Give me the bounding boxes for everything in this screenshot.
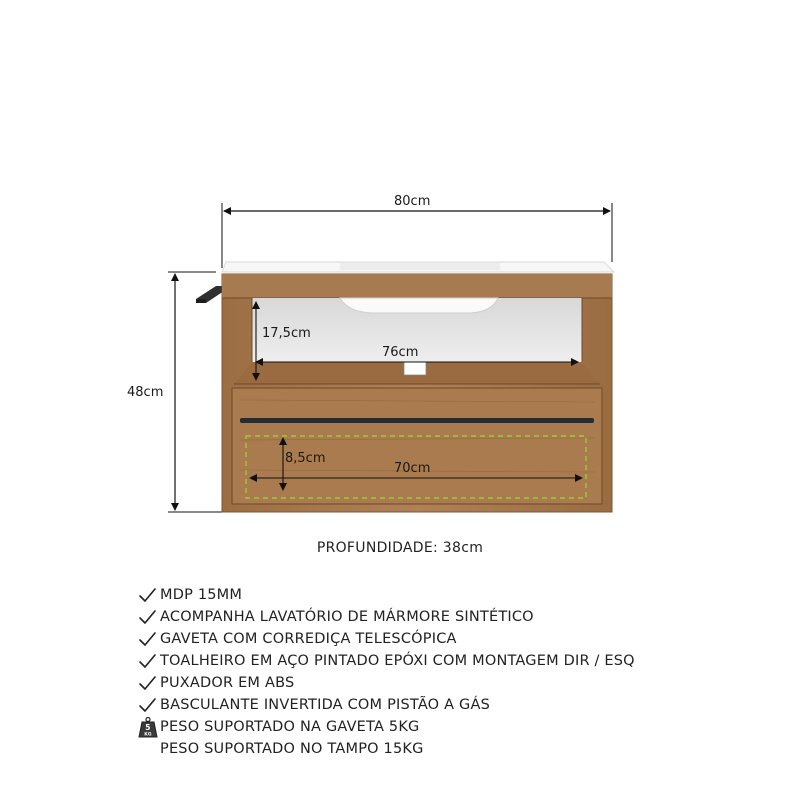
feature-item xyxy=(136,738,776,760)
feature-text: MDP 15MM xyxy=(160,587,243,603)
spacer xyxy=(136,738,160,760)
check-icon xyxy=(136,584,160,606)
feature-text: PUXADOR EM ABS xyxy=(160,675,295,691)
towel-bar xyxy=(196,286,224,303)
width-label: 80cm xyxy=(394,194,431,209)
height-label: 48cm xyxy=(127,385,164,400)
check-icon xyxy=(136,606,160,628)
niche-height-label: 17,5cm xyxy=(262,326,311,341)
feature-item xyxy=(136,650,776,672)
feature-item xyxy=(136,584,776,606)
weight-icon-unit: KG xyxy=(144,732,152,738)
feature-item xyxy=(136,716,776,738)
niche-width-label: 76cm xyxy=(382,345,419,360)
weight-icon-value: 5 xyxy=(145,723,151,732)
feature-item xyxy=(136,672,776,694)
feature-text: TOALHEIRO EM AÇO PINTADO EPÓXI COM MONTAGEM DIR / ESQ xyxy=(160,653,635,669)
check-icon xyxy=(136,650,160,672)
drawer-width-label: 70cm xyxy=(394,461,431,476)
drawer-front xyxy=(232,388,602,504)
feature-item xyxy=(136,606,776,628)
check-icon xyxy=(136,628,160,650)
feature-text: PESO SUPORTADO NA GAVETA 5KG xyxy=(160,719,420,735)
check-icon xyxy=(136,694,160,716)
weight-icon xyxy=(136,716,160,738)
depth-label: PROFUNDIDADE: 38cm xyxy=(316,540,484,556)
drawer-handle xyxy=(240,418,594,423)
drawer-height-label: 8,5cm xyxy=(285,451,326,466)
width-dimension xyxy=(222,203,612,268)
feature-item xyxy=(136,694,776,716)
feature-list xyxy=(136,584,776,760)
open-niche xyxy=(234,298,600,384)
check-icon xyxy=(136,672,160,694)
feature-text: PESO SUPORTADO NO TAMPO 15KG xyxy=(160,741,424,757)
feature-item xyxy=(136,628,776,650)
countertop xyxy=(222,262,614,272)
feature-text: GAVETA COM CORREDIÇA TELESCÓPICA xyxy=(160,631,457,647)
feature-text: BASCULANTE INVERTIDA COM PISTÃO A GÁS xyxy=(160,697,490,713)
height-dimension xyxy=(168,272,222,512)
feature-text: ACOMPANHA LAVATÓRIO DE MÁRMORE SINTÉTICO xyxy=(160,609,534,625)
